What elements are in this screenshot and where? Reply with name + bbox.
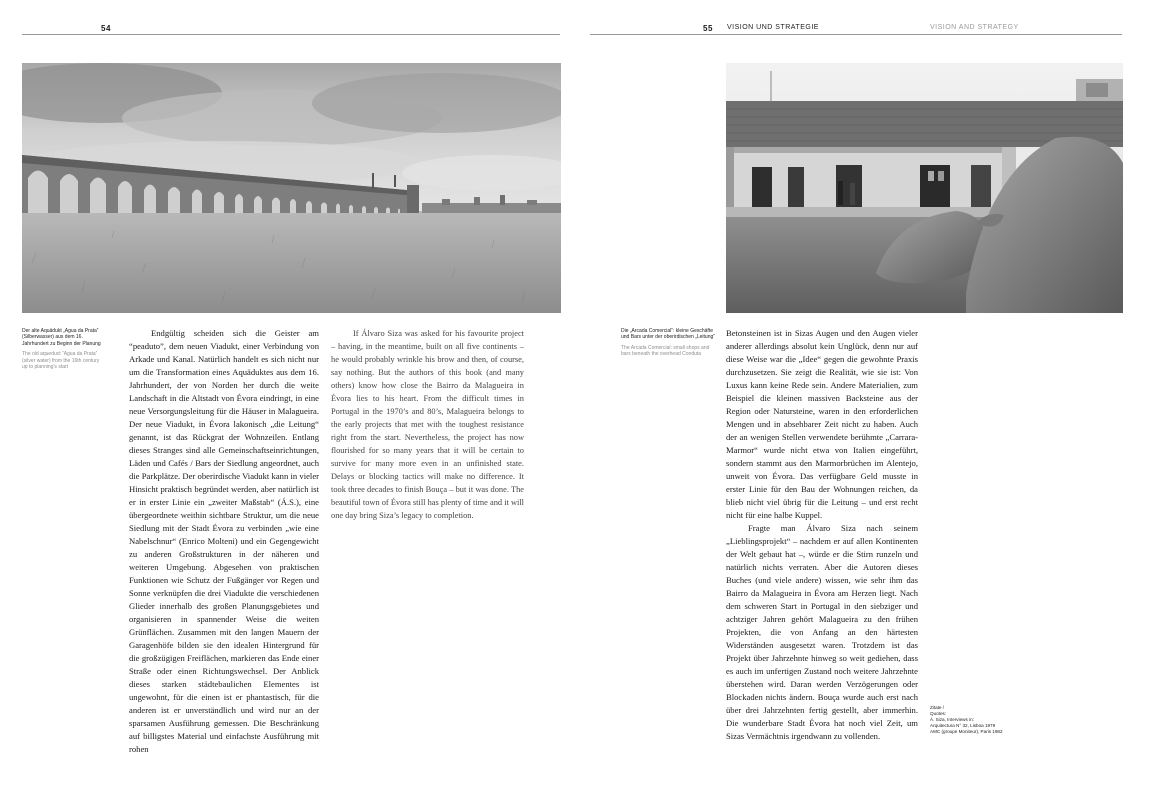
caption-en: The old aqueduct “Agua da Prata” (silver water) from the 16th century up to planning’s start (22, 351, 100, 371)
caption-arcade (621, 328, 717, 358)
quotes-line: Zitate / (930, 705, 945, 710)
aqueduct-photo (22, 63, 561, 313)
header-rule-right (590, 34, 1122, 35)
quotes-line: Arquitectura N° 32, Lisboa 1979 (930, 723, 996, 728)
header-rule-left (22, 34, 560, 35)
page-number-left: 54 (101, 24, 111, 33)
quotes-source (930, 705, 1010, 735)
section-title-de: VISION UND STRATEGIE (727, 24, 819, 31)
paragraph: Endgültig scheiden sich die Geister am “peaduto”, dem neuen Viadukt, einer Verbindung von Arkade und Kanal. Natürlich handelt es sich nicht nur um die Transformation eines Aquäduktes aus dem 16. Jahrhundert, der von Norden her durch die weite Landschaft in die Altstadt von Évora eindringt, in eine neue Versorgungsleitung für die Häuser in Malagueira. Der neue Viadukt, in Évora lakonisch „die Leitung“ genannt, ist das Rückgrat der Wohnzeilen. Entlang dieses Stranges sind alle Gemeinschaftseinrichtungen, Läden und Cafés / Bars der Siedlung angeordnet, auch die Parkplätze. Der oberirdische Viadukt kann in vieler Hinsicht praktisch begründet werden, aber natürlich ist er in erster Linie ein „zweiter Maßstab“ (Á.S.), eine übergeordnete weithin sichtbare Struktur, um die neue Siedlung mit der Stadt Évora zu verbinden „wie eine Nabelschnur“ (Enrico Molteni) und ein Gegengewicht zu anderen Großstrukturen in der näheren und weiteren Umgebung. Abgesehen von praktischen Funktionen wie Schutz der Fußgänger vor Regen und Sonne verknüpfen die drei Viadukte die verschiedenen Glieder innerhalb des großen Planungsgebietes und organisieren in spannender Weise die weiten Grünflächen. Zusammen mit den langen Mauern der Garagenhöfe bilden sie den idealen Hintergrund für die großzügigen Freiflächen, markieren das Ende einer Straße oder einen Richtungswechsel. Der Anblick dieses starken städtebaulichen Elementes ist ungewohnt, für die einen ist er phantastisch, für die anderen ist er unverständlich und wird nur an der sparsamen Ausführung gemessen. Die Beschränkung auf billigstes Material und einfachste Ausführung mit rohen (129, 328, 319, 754)
arcade-photo (726, 63, 1123, 313)
caption-de: Die „Arcada Comercial“: kleine Geschäfte und Bars unter der oberirdischen „Leitung“ (621, 328, 715, 341)
paragraph: Fragte man Álvaro Siza nach seinem „Lieblingsprojekt“ – nachdem er auf allen Kontinenten der Welt gebaut hat –, würde er die Stirn runzeln und natürlich nichts verraten. Aber die Autoren dieses Buches (und viele andere) wissen, wie sehr ihm das Bairro da Malagueira in Évora am Herzen liegt. Nach dem schweren Start in Portugal in den siebziger und achtziger Jahren gehört Malagueira zu den frühen Projekten, die von Anfang an den härtesten Widerständen ausgesetzt waren. Trotzdem ist das Projekt über Jahrzehnte hinweg so weit gediehen, dass es auch im unfertigen Zustand noch weitere Jahrzehnte überstehen wird. Daran werden Verzögerungen oder Blockaden nichts ändern. Bouça wurde auch erst nach über drei Jahrzehnten fertig gestellt, aber immerhin. Die wunderbare Stadt Évora hat noch viel Zeit, um Sizas Vermächtnis irgendwann zu vollenden. (726, 523, 918, 741)
body-text-de-left (129, 327, 319, 756)
paragraph: Betonsteinen ist in Sizas Augen und den Augen vieler anderer allerdings absolut kein Unglück, denn nur auf diese Weise war die „Idee“ gegen die gewohnte Praxis durchzusetzen. Sie zeigt die Realität, wie sie ist: Von Luxus kann keine Rede sein. Andere Materialien, zum Beispiel die kleinen massiven Backsteine aus der Region oder Natursteine, waren in den erforderlichen Mengen und in absehbarer Zeit nicht zu haben. Auch der an wenigen Stellen verwendete berühmte „Carrara-Marmor“ wurde nicht etwa von Italien eingeführt, sondern stammt aus den Marmorbrüchen im Alentejo, unweit von Évora. Das verfügbare Geld musste in erster Linie für den Bau der Wohnungen reichen, da blieb nicht viel übrig für die Leitung – und erst recht nicht für eine halbe Kuppel. (726, 328, 918, 520)
body-text-en (331, 327, 524, 522)
caption-aqueduct (22, 328, 102, 370)
body-text-de-right (726, 327, 918, 743)
page-number-right: 55 (703, 24, 713, 33)
paragraph: If Álvaro Siza was asked for his favourite project – having, in the meantime, built on all five continents – he would probably wrinkle his brow and then, of course, say nothing. But the authors of this book (and many others) know how close the Bairro da Malagueira in Évora lies to his heart. From the difficult times in Portugal in the 1970’s and 80’s, Malagueira belongs to the early projects that met with the toughest resistance right from the start. Nevertheless, the project has now flourished for so many years that it will be certain to survive for many more even in an unfinished state. Delays or blocking tactics will make no difference. It took three decades to finish Bouça – but it was done. The beautiful town of Évora still has plenty of time and it will one day bring Siza’s legacy to completion. (331, 329, 524, 520)
quotes-line: Quotes: (930, 711, 947, 716)
section-title-en: VISION AND STRATEGY (930, 24, 1019, 31)
caption-de: Der alte Aquädukt „Agua da Prata“ (Silberwasser) aus dem 16. Jahrhundert zu Beginn der Planung (22, 328, 101, 347)
caption-en: The Arcada Comercial: small shops and bars beneath the overhead Conduta (621, 344, 710, 358)
quotes-line: AMC (groupe Moniteur), Paris 1982 (930, 729, 1003, 734)
quotes-line: Á. Siza, Interviews in: (930, 717, 974, 722)
